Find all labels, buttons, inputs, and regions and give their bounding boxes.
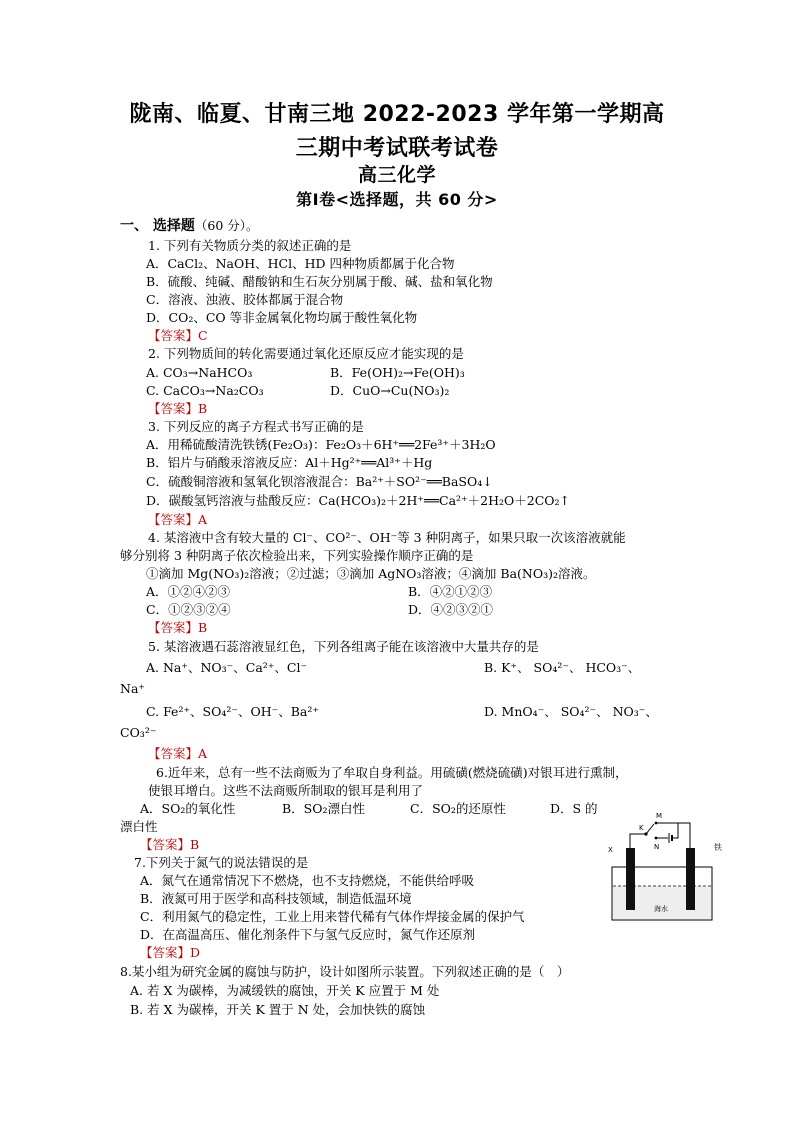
q4-answer: 【答案】B bbox=[148, 620, 208, 635]
q5-option-d: D. MnO₄⁻、 SO₄²⁻、 NO₃⁻、 bbox=[484, 704, 658, 719]
q4-option-a: A．①②④②③ bbox=[146, 584, 231, 599]
iron-electrode bbox=[686, 848, 695, 910]
q1-option-b: B．硫酸、纯碱、醋酸钠和生石灰分别属于酸、碱、盐和氧化物 bbox=[146, 274, 493, 289]
q1-option-a: A．CaCl₂、NaOH、HCl、HD 四种物质都属于化合物 bbox=[146, 256, 455, 271]
label-x: X bbox=[608, 846, 613, 854]
q6-option-d-cont: 漂白性 bbox=[120, 819, 158, 834]
label-seawater: 海水 bbox=[654, 905, 668, 913]
q4-stem-line-1: 4. 某溶液中含有较大量的 Cl⁻、CO²⁻、OH⁻等 3 种阴离子，如果只取一次该溶液就能 bbox=[148, 530, 626, 545]
q6-stem-line-2: 使银耳增白。这些不法商贩所制取的银耳是利用了 bbox=[148, 783, 424, 798]
label-m: M bbox=[656, 812, 663, 820]
switch-pivot bbox=[644, 832, 647, 835]
q2-option-c: C. CaCO₃→Na₂CO₃ bbox=[146, 383, 264, 398]
electrode-x bbox=[626, 848, 635, 910]
q5-option-b: B. K⁺、 SO₄²⁻、 HCO₃⁻、 bbox=[484, 660, 641, 675]
q8-option-a: A. 若 X 为碳棒，为减缓铁的腐蚀，开关 K 应置于 M 处 bbox=[130, 983, 440, 998]
q6-answer: 【答案】B bbox=[140, 837, 200, 852]
q7-option-d: D．在高温高压、催化剂条件下与氢气反应时，氮气作还原剂 bbox=[140, 927, 476, 942]
q6-stem-line-1: 6.近年来，总有一些不法商贩为了牟取自身利益。用硫磺(燃烧硫磺)对银耳进行熏制， bbox=[156, 765, 628, 780]
wire-left bbox=[630, 834, 646, 848]
q3-option-a: A．用稀硫酸清洗铁锈(Fe₂O₃)：Fe₂O₃＋6H⁺══2Fe³⁺＋3H₂O bbox=[146, 437, 496, 452]
q7-option-a: A．氮气在通常情况下不燃烧，也不支持燃烧，不能供给呼吸 bbox=[140, 873, 475, 888]
title-line-1: 陇南、临夏、甘南三地 2022-2023 学年第一学期高 bbox=[129, 102, 665, 127]
section-label: 一、 选择题 bbox=[120, 218, 195, 234]
q5-answer: 【答案】A bbox=[148, 746, 208, 761]
q4-option-c: C．①②③②④ bbox=[146, 602, 231, 617]
q8-option-b: B. 若 X 为碳棒，开关 K 置于 N 处，会加快铁的腐蚀 bbox=[130, 1002, 426, 1017]
label-n: N bbox=[654, 843, 660, 851]
corrosion-apparatus-diagram bbox=[598, 810, 728, 925]
q2-answer: 【答案】B bbox=[148, 401, 208, 416]
q4-option-d: D．④②③②① bbox=[408, 602, 494, 617]
q1-option-c: C．溶液、浊液、胶体都属于混合物 bbox=[146, 292, 344, 307]
q6-option-d: D．S 的 bbox=[550, 801, 598, 816]
q3-stem: 3. 下列反应的离子方程式书写正确的是 bbox=[148, 419, 364, 434]
q1-stem: 1. 下列有关物质分类的叙述正确的是 bbox=[148, 238, 352, 253]
q3-option-d: D．碳酸氢钙溶液与盐酸反应：Ca(HCO₃)₂＋2H⁺══Ca²⁺＋2H₂O＋2CO₂↑ bbox=[146, 493, 571, 508]
q2-option-d: D．CuO→Cu(NO₃)₂ bbox=[330, 383, 450, 398]
q6-option-c: C．SO₂的还原性 bbox=[410, 801, 506, 816]
q2-option-a: A. CO₃→NaHCO₃ bbox=[146, 365, 253, 380]
q4-stem-line-3: ①滴加 Mg(NO₃)₂溶液；②过滤；③滴加 AgNO₃溶液；④滴加 Ba(NO₃)₂溶液。 bbox=[146, 566, 596, 581]
q5-stem: 5. 某溶液遇石蕊溶液显红色，下列各组离子能在该溶液中大量共存的是 bbox=[148, 639, 539, 654]
q3-option-c: C．硫酸铜溶液和氢氧化钡溶液混合：Ba²⁺＋SO²⁻══BaSO₄↓ bbox=[146, 474, 493, 489]
subject-title: 高三化学 bbox=[357, 164, 436, 186]
q5-option-a: A. Na⁺、NO₃⁻、Ca²⁺、Cl⁻ bbox=[146, 660, 308, 675]
section-points: （60 分）。 bbox=[194, 218, 259, 233]
title-line-2: 三期中考试联考试卷 bbox=[295, 136, 499, 161]
q8-stem: 8.某小组为研究金属的腐蚀与防护，设计如图所示装置。下列叙述正确的是（ ） bbox=[120, 964, 570, 979]
q4-option-b: B．④②①②③ bbox=[408, 584, 493, 599]
label-iron: 铁 bbox=[714, 843, 722, 852]
q7-stem: 7.下列关于氮气的说法错误的是 bbox=[134, 855, 309, 870]
switch-k bbox=[646, 824, 654, 834]
q1-answer: 【答案】C bbox=[148, 328, 208, 343]
q6-option-a: A．SO₂的氧化性 bbox=[140, 801, 236, 816]
section-heading bbox=[120, 218, 259, 234]
q3-option-b: B．铝片与硝酸汞溶液反应：Al＋Hg²⁺══Al³⁺＋Hg bbox=[146, 455, 433, 470]
q6-option-b: B．SO₂漂白性 bbox=[282, 801, 366, 816]
label-k: K bbox=[639, 824, 644, 832]
q7-answer: 【答案】D bbox=[140, 945, 201, 960]
part-title: 第Ⅰ卷<选择题，共 60 分> bbox=[296, 190, 498, 209]
q1-option-d: D．CO₂、CO 等非金属氧化物均属于酸性氧化物 bbox=[146, 310, 418, 325]
q5-option-c: C. Fe²⁺、SO₄²⁻、OH⁻、Ba²⁺ bbox=[146, 704, 319, 719]
q2-option-b: B．Fe(OH)₂→Fe(OH)₃ bbox=[330, 365, 465, 380]
q2-stem: 2. 下列物质间的转化需要通过氧化还原反应才能实现的是 bbox=[148, 346, 464, 361]
q4-stem-line-2: 够分别将 3 种阴离子依次检验出来，下列实验操作顺序正确的是 bbox=[120, 548, 474, 563]
q5-option-d-cont: CO₃²⁻ bbox=[120, 725, 157, 740]
q7-option-b: B．液氮可用于医学和高科技领域，制造低温环境 bbox=[140, 891, 412, 906]
q5-option-b-cont: Na⁺ bbox=[120, 681, 145, 696]
q7-option-c: C．利用氮气的稳定性，工业上用来替代稀有气体作焊接金属的保护气 bbox=[140, 909, 525, 924]
q3-answer: 【答案】A bbox=[148, 512, 208, 527]
